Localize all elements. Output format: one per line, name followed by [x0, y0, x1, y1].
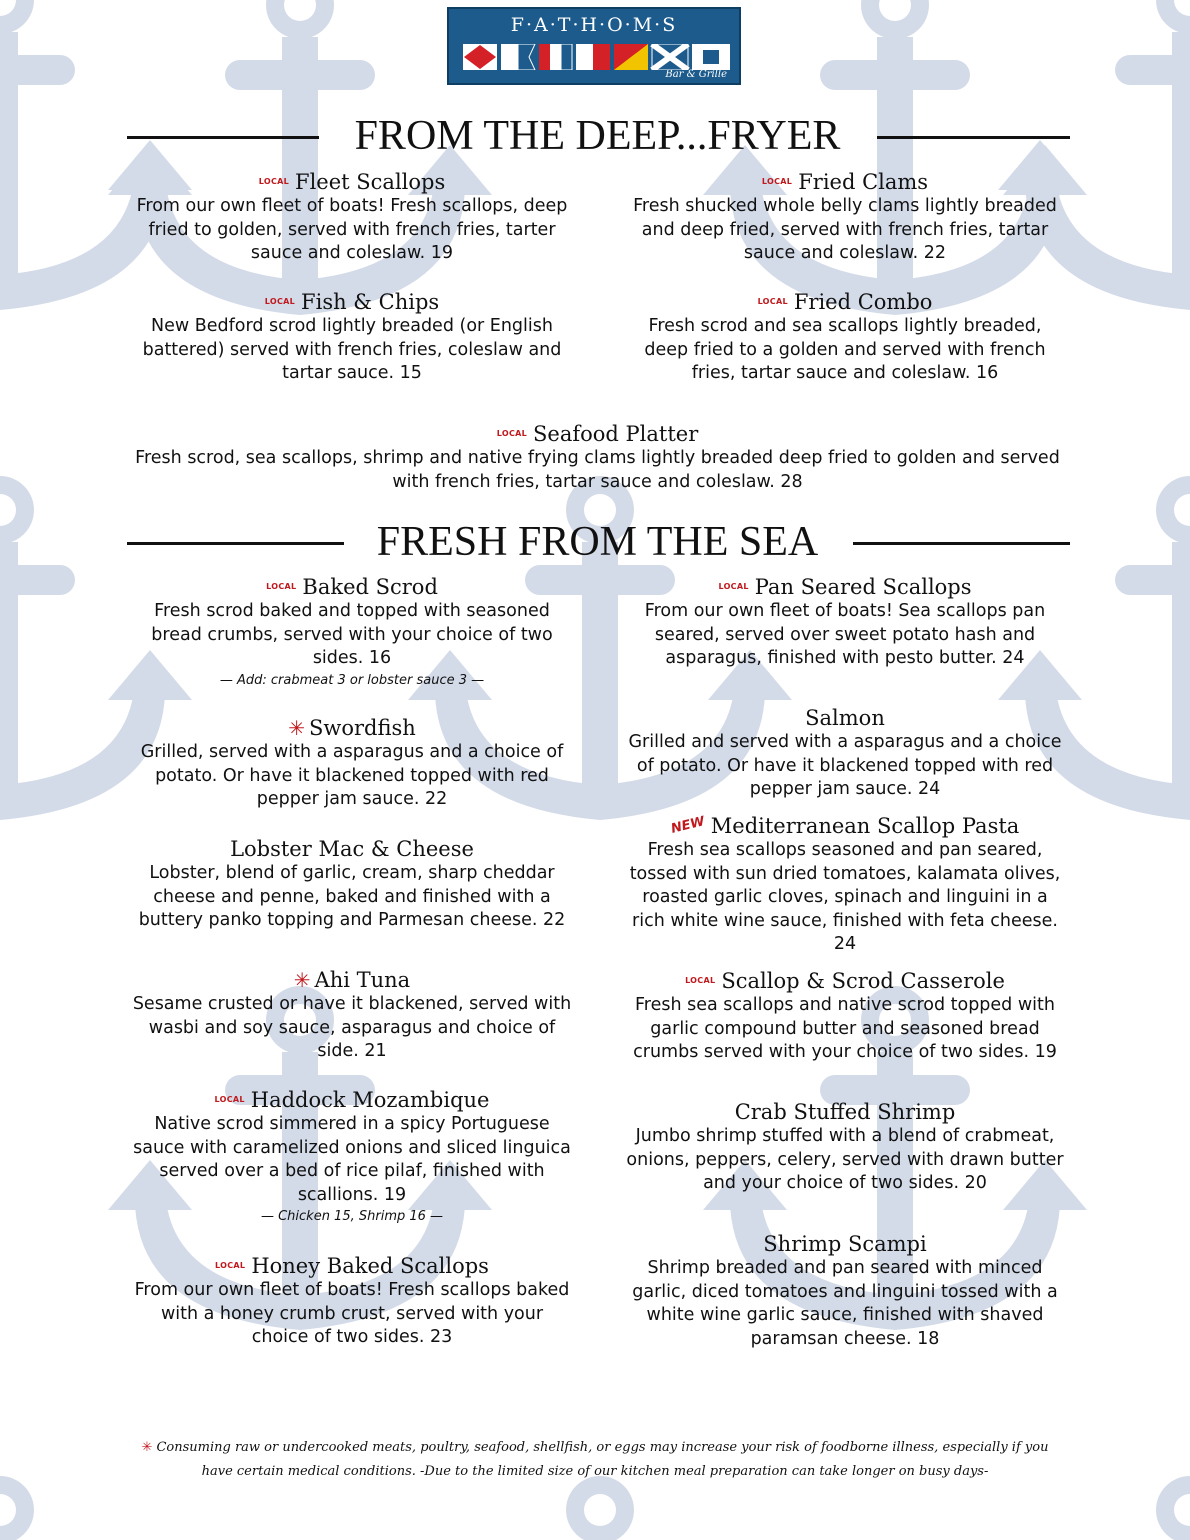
local-badge: LOCAL [496, 429, 528, 438]
item-description: From our own fleet of boats! Fresh scallops baked with a honey crumb crust, served with your choice of two sides. 23 [134, 1280, 570, 1347]
menu-item [132, 169, 572, 266]
item-name: Lobster Mac & Cheese [230, 837, 474, 861]
local-badge: LOCAL [685, 976, 716, 985]
item-name: Fleet Scallops [295, 170, 446, 194]
item-title [132, 967, 572, 993]
section-title-fryer: FROM THE DEEP...FRYER [354, 113, 841, 159]
menu-item [625, 813, 1065, 957]
item-title [625, 169, 1065, 195]
item-description: Sesame crusted or have it blackened, served with wasbi and soy sauce, asparagus and choice of side. 21 [132, 994, 572, 1061]
flag-f [463, 44, 497, 70]
item-description: Lobster, blend of garlic, cream, sharp cheddar cheese and penne, baked and finished with a buttery panko topping and Parmesan cheese. 22 [138, 863, 566, 930]
logo-subtitle: Bar & Grille [665, 69, 727, 80]
local-badge: LOCAL [214, 1095, 245, 1104]
item-name: Ahi Tuna [314, 968, 411, 992]
item-title [625, 574, 1065, 600]
item-title [625, 705, 1065, 731]
asterisk-icon: ✳ [288, 716, 305, 740]
section-title-sea: FRESH FROM THE SEA [376, 519, 819, 565]
item-name: Crab Stuffed Shrimp [734, 1100, 956, 1124]
section-rule-left [127, 542, 344, 545]
local-badge: LOCAL [215, 1261, 246, 1270]
asterisk-icon: ✳ [293, 968, 311, 992]
menu-item [132, 1087, 572, 1227]
food-safety-disclaimer [130, 1436, 1060, 1484]
item-title [625, 1231, 1065, 1257]
item-description: Fresh shucked whole belly clams lightly breaded and deep fried, served with french fries, tartar sauce and coleslaw. 22 [633, 196, 1057, 263]
new-badge: NEW [669, 814, 706, 837]
item-name: Haddock Mozambique [250, 1088, 490, 1112]
item-title [132, 715, 572, 741]
menu-item [625, 1099, 1065, 1196]
item-title [135, 421, 1060, 447]
item-name: Shrimp Scampi [763, 1232, 927, 1256]
nautical-flags-icon [463, 44, 731, 70]
disclaimer-text: Consuming raw or undercooked meats, poultry, seafood, shellfish, or eggs may increase your risk of foodborne illness, especially if you have certain medical conditions. -Due to the limited size of our kitchen meal preparation can take longer on busy days- [156, 1440, 1049, 1479]
flag-a [501, 44, 535, 70]
item-name: Seafood Platter [533, 422, 699, 446]
menu-item [625, 1231, 1065, 1351]
item-name: Fried Clams [798, 170, 929, 194]
item-name: Pan Seared Scallops [754, 575, 972, 599]
menu-item [625, 574, 1065, 671]
item-name: Honey Baked Scallops [251, 1254, 489, 1278]
item-title [132, 1087, 572, 1113]
menu-item [132, 1253, 572, 1350]
item-description: New Bedford scrod lightly breaded (or English battered) served with french fries, coleslaw and tartar sauce. 15 [142, 316, 562, 383]
section-rule-left [127, 136, 319, 139]
logo-name: F·A·T·H·O·M·S [510, 14, 678, 36]
item-name: Mediterranean Scallop Pasta [710, 814, 1020, 838]
menu-item [132, 289, 572, 386]
menu-item [625, 289, 1065, 386]
local-badge: LOCAL [761, 177, 793, 186]
item-description: From our own fleet of boats! Fresh scallops, deep fried to golden, served with french fries, tarter sauce and coleslaw. 19 [136, 196, 568, 263]
item-title [625, 968, 1065, 994]
local-badge: LOCAL [718, 582, 749, 591]
item-title [132, 1253, 572, 1279]
item-title [132, 574, 572, 600]
section-rule-right [877, 136, 1070, 139]
item-title [132, 169, 572, 195]
item-name: Fried Combo [793, 290, 933, 314]
flag-o [614, 44, 648, 70]
local-badge: LOCAL [264, 297, 296, 306]
item-name: Salmon [805, 706, 885, 730]
flag-s [692, 44, 730, 70]
item-title [625, 289, 1065, 315]
menu-item [132, 715, 572, 812]
section-rule-right [853, 542, 1070, 545]
item-name: Swordfish [308, 716, 416, 740]
item-title [625, 813, 1065, 839]
item-description: Fresh scrod, sea scallops, shrimp and native frying clams lightly breaded deep fried to golden and served with french fries, tartar sauce and coleslaw. 28 [135, 448, 1060, 492]
menu-item [625, 705, 1065, 802]
item-description: Fresh sea scallops and native scrod topped with garlic compound butter and seasoned bread crumbs served with your choice of two sides. 19 [633, 995, 1057, 1062]
item-description: Shrimp breaded and pan seared with minced garlic, diced tomatoes and linguini tossed with a white wine garlic sauce, finished with shaved paramsan cheese. 18 [632, 1258, 1058, 1349]
item-description: Fresh scrod and sea scallops lightly breaded, deep fried to a golden and served with french fries, tartar sauce and coleslaw. 16 [644, 316, 1046, 383]
flag-t [539, 44, 572, 70]
item-description: Fresh scrod baked and topped with seasoned bread crumbs, served with your choice of two sides. 16 [151, 601, 553, 668]
item-name: Fish & Chips [301, 290, 440, 314]
item-note: — Chicken 15, Shrimp 16 — [260, 1209, 444, 1224]
item-description: Grilled, served with a asparagus and a choice of potato. Or have it blackened topped with red pepper jam sauce. 22 [140, 742, 564, 809]
item-title [625, 1099, 1065, 1125]
local-badge: LOCAL [266, 582, 297, 591]
item-name: Scallop & Scrod Casserole [721, 969, 1005, 993]
menu-item [132, 574, 572, 691]
menu-item [132, 836, 572, 933]
flag-h [576, 44, 610, 70]
item-description: Native scrod simmered in a spicy Portuguese sauce with caramelized onions and sliced linguica served over a bed of rice pilaf, finished with scallions. 19 [133, 1114, 571, 1205]
item-name: Baked Scrod [302, 575, 438, 599]
menu-item [625, 968, 1065, 1065]
fathoms-logo [447, 7, 741, 85]
item-description: Fresh sea scallops seasoned and pan seared, tossed with sun dried tomatoes, kalamata olives, roasted garlic cloves, spinach and linguini in a rich white wine sauce, finished with feta cheese. 24 [629, 840, 1061, 954]
flag-m [652, 44, 688, 70]
item-note: — Add: crabmeat 3 or lobster sauce 3 — [219, 672, 485, 688]
menu-item [132, 967, 572, 1064]
local-badge: LOCAL [258, 177, 290, 186]
item-title [132, 836, 572, 862]
item-description: Jumbo shrimp stuffed with a blend of crabmeat, onions, peppers, celery, served with drawn butter and your choice of two sides. 20 [626, 1126, 1064, 1193]
item-title [132, 289, 572, 315]
menu-item [625, 169, 1065, 266]
local-badge: LOCAL [757, 297, 788, 306]
item-description: Grilled and served with a asparagus and a choice of potato. Or have it blackened topped with red pepper jam sauce. 24 [628, 732, 1062, 799]
menu-item [135, 421, 1060, 494]
asterisk-icon: ✳ [141, 1440, 153, 1455]
item-description: From our own fleet of boats! Sea scallops pan seared, served over sweet potato hash and asparagus, finished with pesto butter. 24 [644, 601, 1046, 668]
